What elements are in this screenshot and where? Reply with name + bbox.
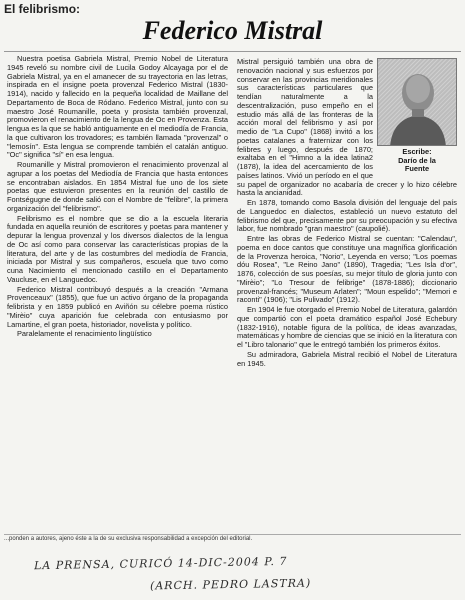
author-photo-block xyxy=(377,58,457,174)
photo-caption xyxy=(377,148,457,174)
caption-line: Fuente xyxy=(404,164,430,174)
caption-line: Escribe: xyxy=(402,147,432,156)
paragraph: En 1878, tomando como Basola división del lenguaje del país de Languedoc en dialectos, estableció un nuevo estatuto del felibrismo del que, precisamente por su preocupación y su efectiva labor, fue nombrado "gran maestro" (caupolié). xyxy=(237,198,457,234)
headline-divider xyxy=(4,51,461,52)
left-column xyxy=(7,55,228,340)
paragraph: Su admiradora, Gabriela Mistral recibió el Nobel de Literatura en 1945. xyxy=(237,349,457,368)
author-photo xyxy=(377,58,457,146)
footer-disclaimer: ...ponden a autores, ajeno éste a la de su exclusiva responsabilidad a excepción del editorial. xyxy=(4,534,461,543)
section-label: El felibrismo: xyxy=(4,2,81,16)
paragraph: Roumanille y Mistral promovieron el renacimiento provenzal al agrupar a los poetas del Mediodía de Francia que hasta entonces se encontraban aislados. En 1854 Mistral fue uno de los siete poetas que estuvieron presentes en la reunión del castillo de Fontségugne de donde salió con el Nombre de "felibre", la primera organización del "felibrismo". xyxy=(7,160,228,213)
right-column xyxy=(237,58,457,369)
paragraph: Felibrismo es el nombre que se dio a la escuela literaria fundada en aquella reunión de escritores y poetas para mantener y depurar la lengua provenzal y los diversos dialectos de la lengua de Oc así como para conservar las características propias de la literatura, del arte y de las costumbres del mediodía de Francia, iniciada por Mistral y sus compañeros, escuela que tuvo como cuna Nacimiento el mencionado castillo en el Departamento Vaucluse, en el Languedoc. xyxy=(7,213,228,284)
paragraph: Paralelamente el renacimiento lingüístico xyxy=(17,329,152,339)
article-headline: Federico Mistral xyxy=(142,16,323,45)
portrait-icon xyxy=(378,59,457,146)
paragraph: Mistral persiguió también una obra de renovación nacional y sus esfuerzos por conservar en las provincias meridionales sus características particulares que tendían naturalmente a la descentralización, puso empeño en el estudio más allá de las fronteras de la acción moral del felibrismo y así por medio de "La Cupo" (1868) invitó a los poetas catalanes a fraternizar con los felibres y luego, después de 1870; exaltaba en el "Himno a la idea latina2 (1878), la idea del acercamiento de los países latinos. Vivió un período en el que su papel de organizador no acabaría de crecer y lo hizo célebre hasta la ancianidad. xyxy=(237,57,457,198)
paragraph: Federico Mistral contribuyó después a la creación "Armana Provenceaux" (1855), que fue un activo órgano de la propaganda felibrista y en 1859 publicó en Aviñón su célebre poema rústico "Mirèio" cuya aparición fue celebrada con entusiasmo por Lamartine, el gran poeta, historiador, novelista y político. xyxy=(7,284,228,329)
caption-line: Darío de la xyxy=(398,155,436,165)
handwritten-source: LA PRENSA, CURICÓ 14-DIC-2004 P. 7 xyxy=(33,554,288,573)
paragraph: Nuestra poetisa Gabriela Mistral, Premio Nobel de Literatura 1945 reveló su nombre civil de Lucila Godoy Alcayaga por el de Gabriela Mistral, ya en el amanecer de su trayectoria en las letras, inspirada en el insigne poeta provenzal Federico Mistral (1830-1914), nacido y fallecido en la pequeña localidad de Maillane del Departamento de Boca de Ródano. Federico Mistral, junto con su maestro José Roumanille, poeta y prosista también provenzal, promovieron el renacimiento de la lengua de Oc en Provenza. Esta lengua es la que se habló antiguamente en el mediodía de Francia, la que cultivaron los trovadores; es también llamada "provenzal" o "lemosín". Esta lengua se comprende también el catalán antiguo. "Oc" significa "sí" en esa lengua. xyxy=(7,54,228,160)
paragraph: Entre las obras de Federico Mistral se cuentan: "Calendau", poema en doce cantos que constituye una magnífica glorificación de la Provenza heroica, "Norio", Leyenda en verso; "Los poemas dóu Rosea", "Le Reino Jano" (1890), Tragedia; "Les Isla d'or", 1876, colección de sus poesías, su mejor título de gloria junto con "Mirèio"; "Lo Tresour de felibrige" (1878-1886); diccionario provenzal-francés; "Museum Arlaten"; "Moun espelido"; "Memori e raconti" (1906); "Lis Pulivado" (1912). xyxy=(237,234,457,305)
handwritten-archive: (ARCH. PEDRO LASTRA) xyxy=(149,576,312,593)
paragraph: En 1904 le fue otorgado el Premio Nobel de Literatura, galardón que compartió con el poeta dramático español José Echebury (1832-1916), notable figura de la política, de ideas avanzadas, matemáticas y hombre de ciencias que se inició en la literatura con el "Libro talonario" que le entregó también los primeros éxitos. xyxy=(237,305,457,349)
